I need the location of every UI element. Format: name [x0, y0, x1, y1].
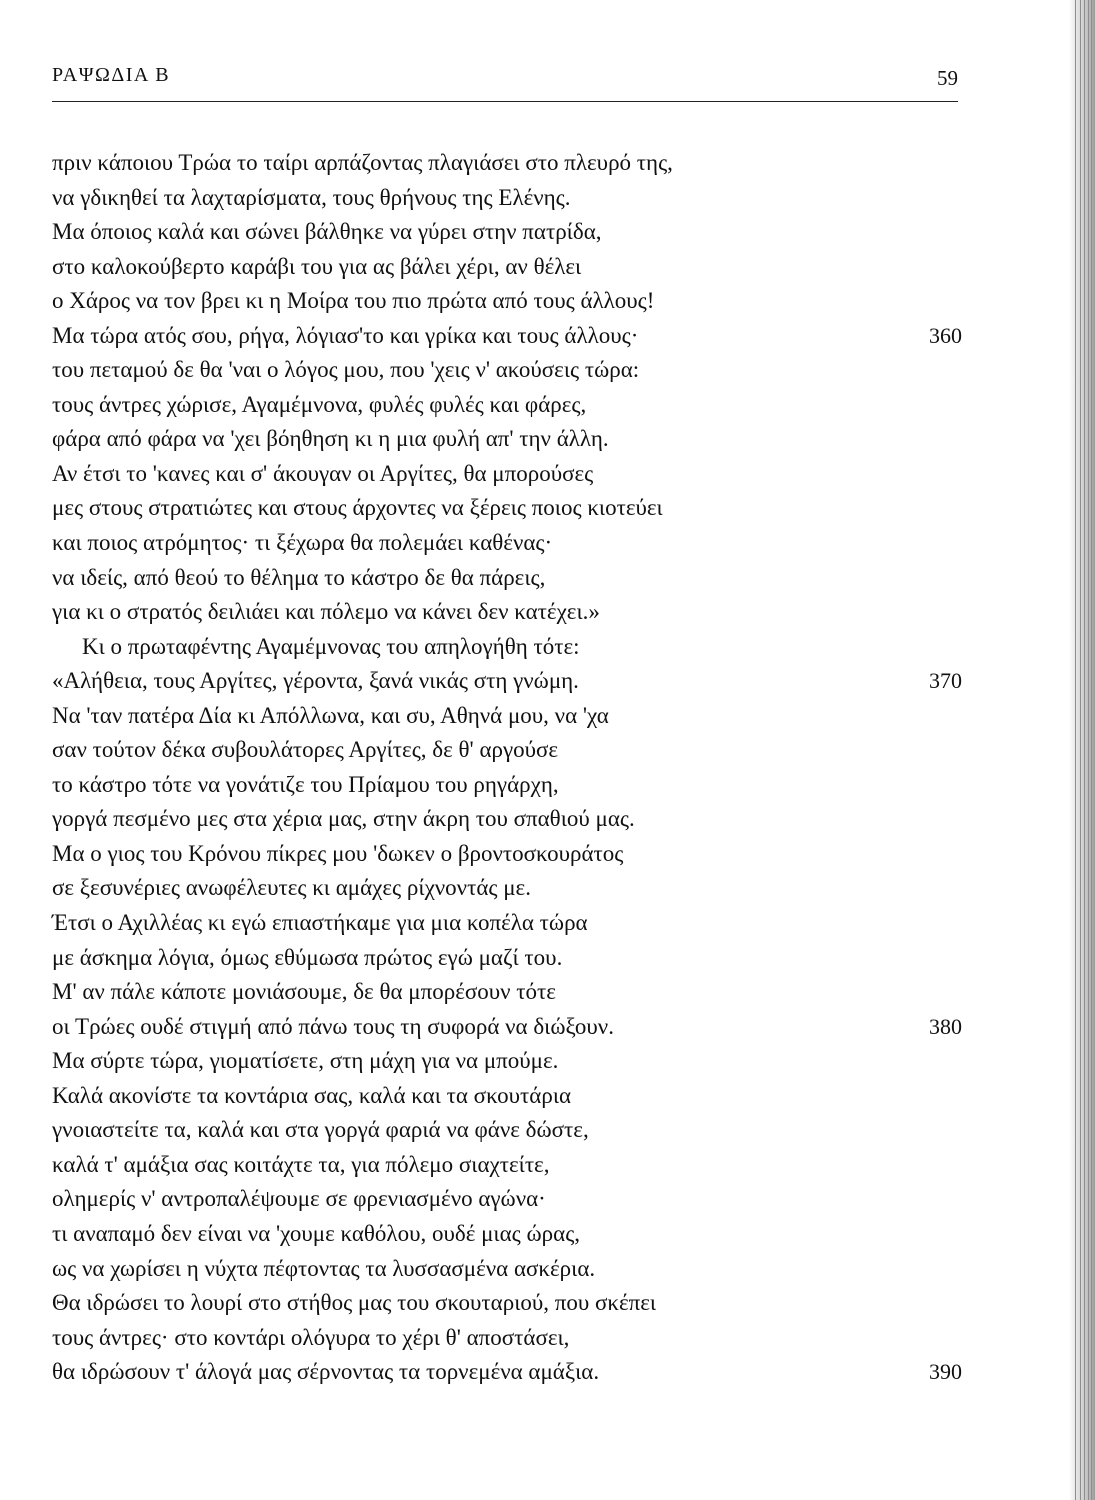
- verse-text: με άσκημα λόγια, όμως εθύμωσα πρώτος εγώ μαζί του.: [52, 944, 563, 970]
- verse-line: [52, 1113, 962, 1148]
- page-header: [52, 64, 958, 104]
- verse-line: [52, 1079, 962, 1114]
- verse-line: [52, 906, 962, 941]
- verse-text: σε ξεσυνέριες ανωφέλευτες κι αμάχες ρίχνοντάς με.: [52, 875, 531, 901]
- verse-text: θα ιδρώσουν τ' άλογά μας σέρνοντας τα τορνεμένα αμάξια.: [52, 1359, 600, 1385]
- verse-line: [52, 1148, 962, 1183]
- verse-line: [52, 975, 962, 1010]
- verse-text: μες στους στρατιώτες και στους άρχοντες να ξέρεις ποιος κιοτεύει: [52, 495, 663, 521]
- verse-text: γοργά πεσμένο μες στα χέρια μας, στην άκρη του σπαθιού μας.: [52, 806, 635, 832]
- verse-line: [52, 1321, 962, 1356]
- verse-text: φάρα από φάρα να 'χει βόηθηση κι η μια φυλή απ' την άλλη.: [52, 426, 609, 452]
- verse-line: [52, 837, 962, 872]
- verse-line: [52, 1182, 962, 1217]
- verse-text: «Αλήθεια, τους Αργίτες, γέροντα, ξανά νικάς στη γνώμη.: [52, 668, 579, 694]
- verse-line: [52, 768, 962, 803]
- verse-line: [52, 526, 962, 561]
- verse-line: [52, 664, 962, 699]
- verse-text: Μα όποιος καλά και σώνει βάλθηκε να γύρει στην πατρίδα,: [52, 219, 602, 245]
- verse-text: Αν έτσι το 'κανες και σ' άκουγαν οι Αργίτες, θα μπορούσες: [52, 460, 594, 486]
- running-head: ΡΑΨΩΔΙΑ Β: [52, 64, 171, 86]
- verse-text: να γδικηθεί τα λαχταρίσματα, τους θρήνους της Ελένης.: [52, 184, 571, 210]
- verse-text: γνοιαστείτε τα, καλά και στα γοργά φαριά να φάνε δώστε,: [52, 1117, 589, 1143]
- verse-text: Μα σύρτε τώρα, γιοματίσετε, στη μάχη για να μπούμε.: [52, 1048, 559, 1074]
- binding-line: [1080, 0, 1081, 1500]
- line-number: 360: [929, 322, 962, 348]
- verse-block: [52, 146, 962, 1390]
- line-number: 370: [929, 668, 962, 694]
- binding-line: [1075, 0, 1076, 1500]
- verse-line: [52, 422, 962, 457]
- verse-text: Καλά ακονίστε τα κοντάρια σας, καλά και τα σκουτάρια: [52, 1082, 572, 1108]
- verse-line: [52, 181, 962, 216]
- line-number: 390: [929, 1359, 962, 1385]
- verse-line: [52, 457, 962, 492]
- verse-line: [52, 388, 962, 423]
- verse-line: [52, 491, 962, 526]
- verse-text: στο καλοκούβερτο καράβι του για ας βάλει χέρι, αν θέλει: [52, 253, 582, 279]
- verse-line: [52, 561, 962, 596]
- verse-text: Κι ο πρωταφέντης Αγαμέμνονας του απηλογήθη τότε:: [82, 633, 580, 659]
- verse-line: [52, 699, 962, 734]
- binding-line: [1091, 0, 1092, 1500]
- verse-text: οι Τρώες ουδέ στιγμή από πάνω τους τη συφορά να διώξουν.: [52, 1013, 614, 1039]
- verse-text: πριν κάποιου Τρώα το ταίρι αρπάζοντας πλαγιάσει στο πλευρό της,: [52, 150, 673, 175]
- verse-text: για κι ο στρατός δειλιάει και πόλεμο να κάνει δεν κατέχει.»: [52, 599, 600, 625]
- verse-text: να ιδείς, από θεού το θέλημα το κάστρο δε θα πάρεις,: [52, 564, 546, 590]
- header-rule: [52, 101, 958, 102]
- binding-line: [1084, 0, 1085, 1500]
- verse-text: τους άντρες χώρισε, Αγαμέμνονα, φυλές φυλές και φάρες,: [52, 391, 587, 417]
- line-number: 380: [929, 1013, 962, 1039]
- book-binding-edge: [1069, 0, 1095, 1500]
- verse-line: [52, 941, 962, 976]
- verse-line: [52, 733, 962, 768]
- verse-text: και ποιος ατρόμητος· τι ξέχωρα θα πολεμάει καθένας·: [52, 530, 553, 556]
- verse-line: [52, 1286, 962, 1321]
- verse-line: [52, 284, 962, 319]
- verse-text: ως να χωρίσει η νύχτα πέφτοντας τα λυσσασμένα ασκέρια.: [52, 1255, 596, 1281]
- verse-text: το κάστρο τότε να γονάτιζε του Πρίαμου του ρηγάρχη,: [52, 771, 559, 797]
- verse-line: [52, 319, 962, 354]
- verse-text: ο Χάρος να τον βρει κι η Μοίρα του πιο πρώτα από τους άλλους!: [52, 288, 655, 314]
- verse-line: [52, 1010, 962, 1045]
- verse-line: [52, 215, 962, 250]
- verse-line: [52, 1044, 962, 1079]
- verse-text: Μ' αν πάλε κάποτε μονιάσουμε, δε θα μπορέσουν τότε: [52, 979, 556, 1005]
- verse-text: Να 'ταν πατέρα Δία κι Απόλλωνα, και συ, Αθηνά μου, να 'χα: [52, 702, 609, 728]
- verse-text: Μα τώρα ατός σου, ρήγα, λόγιασ'το και γρίκα και τους άλλους·: [52, 322, 639, 348]
- verse-text: Μα ο γιος του Κρόνου πίκρες μου 'δωκεν ο βροντοσκουράτος: [52, 840, 624, 866]
- verse-text: ολημερίς ν' αντροπαλέψουμε σε φρενιασμένο αγώνα·: [52, 1186, 546, 1212]
- binding-line: [1088, 0, 1089, 1500]
- verse-line: [52, 802, 962, 837]
- verse-text: τους άντρες· στο κοντάρι ολόγυρα το χέρι θ' αποστάσει,: [52, 1324, 570, 1350]
- verse-line: [52, 250, 962, 285]
- verse-line: [52, 1217, 962, 1252]
- verse-line: [52, 146, 962, 181]
- verse-line: [52, 595, 962, 630]
- verse-text: τι αναπαμό δεν είναι να 'χουμε καθόλου, ουδέ μιας ώρας,: [52, 1220, 581, 1246]
- verse-text: του πεταμού δε θα 'ναι ο λόγος μου, που 'χεις ν' ακούσεις τώρα:: [52, 357, 640, 383]
- verse-line: [52, 871, 962, 906]
- verse-line: [52, 630, 962, 665]
- verse-line: [52, 1355, 962, 1390]
- verse-text: Θα ιδρώσει το λουρί στο στήθος μας του σκουταριού, που σκέπει: [52, 1290, 657, 1316]
- verse-text: Έτσι ο Αχιλλέας κι εγώ επιαστήκαμε για μια κοπέλα τώρα: [52, 910, 588, 936]
- page-number: 59: [937, 66, 958, 90]
- verse-text: σαν τούτον δέκα συβουλάτορες Αργίτες, δε θ' αργούσε: [52, 737, 559, 763]
- verse-line: [52, 353, 962, 388]
- verse-text: καλά τ' αμάξια σας κοιτάχτε τα, για πόλεμο σιαχτείτε,: [52, 1151, 550, 1177]
- verse-line: [52, 1252, 962, 1287]
